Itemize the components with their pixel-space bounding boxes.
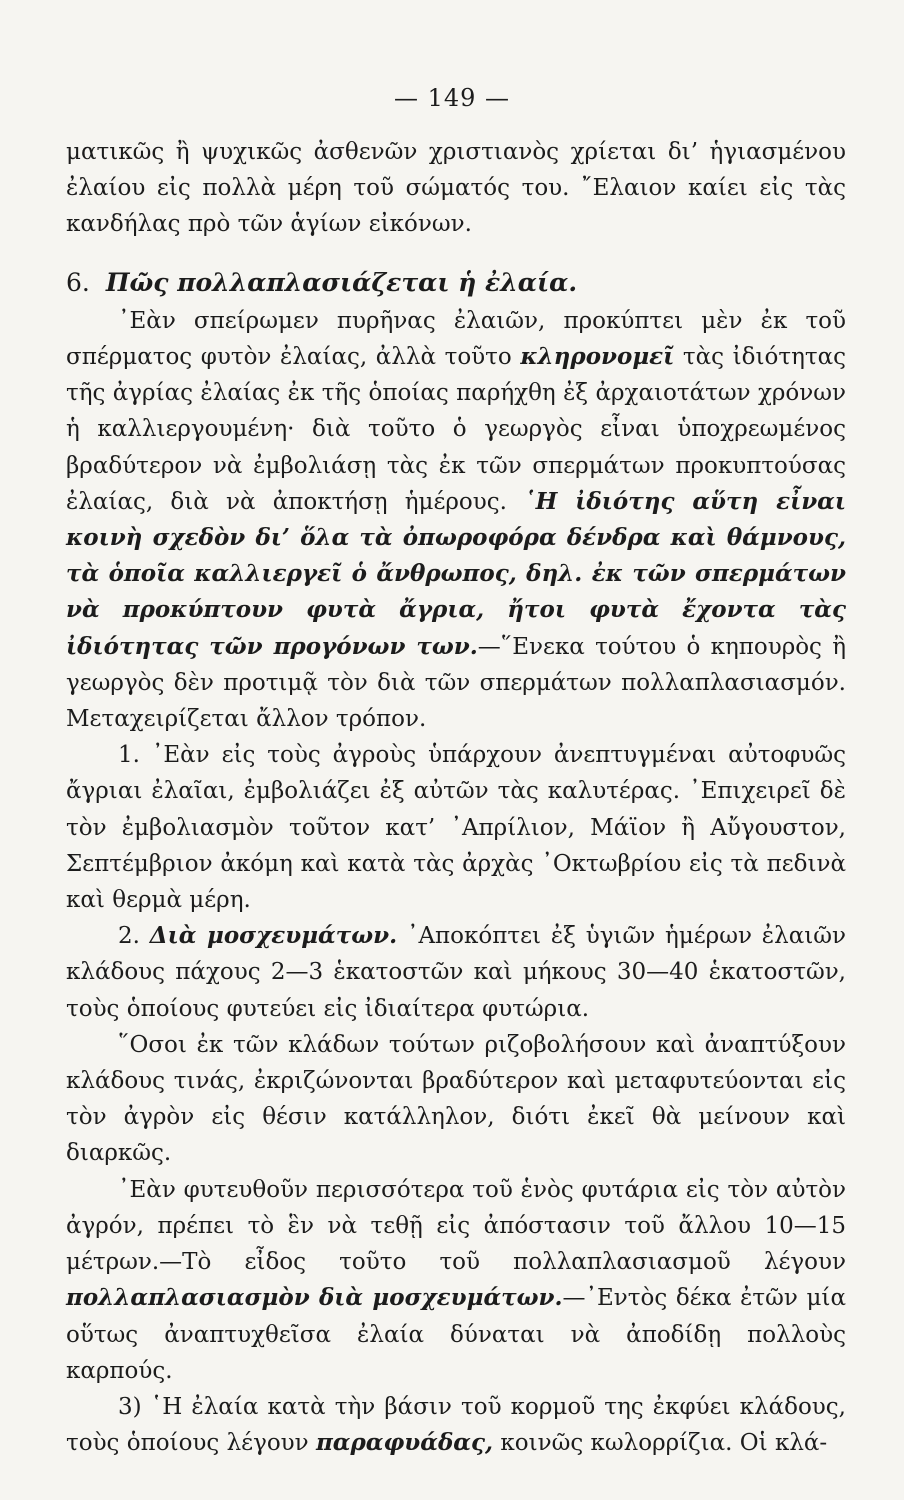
section-heading [66, 265, 846, 301]
text-run: ᾿Εὰν σπείρωμεν πυρῆνας ἐλαιῶν, προκύπτει μὲν ἐκ τοῦ σπέρματος φυτὸν ἐλαίας, ἀλλὰ τοῦτο [66, 307, 846, 371]
list-item-grafting: 1. ᾿Εὰν εἰς τοὺς ἀγροὺς ὑπάρχουν ἀνεπτυγμέναι αὐτοφυῶς ἄγριαι ἐλαῖαι, ἐμβολιάζει ἐξ αὐτῶν τὰς καλυτέρας. ᾿Επιχειρεῖ δὲ τὸν ἐμβολιασμὸν τοῦτον κατ’ ᾿Απρίλιον, Μάϊον ἢ Αὔγουστον, Σεπτέμβριον ἀκόμη καὶ κατὰ τὰς ἀρχὰς ᾿Οκτωβρίου εἰς τὰ πεδινὰ καὶ θερμὰ μέρη. [66, 742, 846, 914]
paragraph-seed-propagation [66, 303, 846, 737]
page-number: — 149 — [393, 84, 511, 112]
section-number: 6. [66, 267, 90, 297]
text-run: —῞Ενεκα τούτου ὁ κηπουρὸς ἢ γεωργὸς δὲν προτιμᾷ τὸν διὰ τῶν σπερμάτων πολλαπλασιασμόν. Μεταχειρίζεται ἄλλον τρόπον. [66, 633, 846, 733]
text-run: ᾿Εὰν φυτευθοῦν περισσότερα τοῦ ἑνὸς φυτάρια εἰς τὸν αὐτὸν ἀγρόν, πρέπει τὸ ἓν νὰ τεθῇ εἰς ἀπόστασιν τοῦ ἄλλου 10—15 μέτρων.—Τὸ εἶδος τοῦτο τοῦ πολλαπλασιασμοῦ λέγουν [66, 1176, 846, 1276]
text-run: τὰς ἰδιότητας τῆς ἀγρίας ἐλαίας ἐκ τῆς ὁποίας παρήχθη ἐξ ἀρχαιοτάτων χρόνων ἡ καλλιεργουμένη· διὰ τοῦτο ὁ γεωργὸς εἶναι ὑποχρεωμένος βραδύτερον νὰ ἐμβολιάσῃ τὰς ἐκ τῶν σπερμάτων προκυπτούσας ἐλαίας, διὰ νὰ ἀποκτήσῃ ἡμέρους. [66, 344, 846, 515]
text-run: 3) ῾Η ἐλαία κατὰ τὴν βάσιν τοῦ κορμοῦ της ἐκφύει κλάδους, τοὺς ὁποίους λέγουν [66, 1393, 846, 1457]
list-item-cuttings [66, 918, 846, 1027]
text-run: ᾿Αποκόπτει ἐξ ὑγιῶν ἡμέρων ἐλαιῶν κλάδους πάχους 2—3 ἑκατοστῶν καὶ μήκους 30—40 ἑκατοστῶν, τοὺς ὁποίους φυτεύει εἰς ἰδιαίτερα φυτώρια. [66, 923, 846, 1022]
emphasis-suckers: παραφυάδας, [315, 1429, 494, 1457]
text-run: 2. [118, 923, 150, 950]
paragraph-rooting: ῞Οσοι ἐκ τῶν κλάδων τούτων ριζοβολήσουν καὶ ἀναπτύξουν κλάδους τινάς, ἐκριζώνονται βραδύτερον καὶ μεταφυτεύονται εἰς τὸν ἀγρὸν εἰς θέσιν κατάλληλον, διότι ἐκεῖ θὰ μείνουν καὶ διαρκῶς. [66, 1031, 846, 1167]
emphasis-propagation-by-cuttings: πολλαπλασιασμὸν διὰ μοσχευμάτων. [66, 1284, 563, 1312]
section-title: Πῶς πολλαπλασιάζεται ἡ ἐλαία. [105, 267, 578, 297]
list-item-suckers [66, 1389, 846, 1461]
text-run: κοινῶς κωλορρίζια. Οἱ κλά- [493, 1430, 828, 1457]
emphasis-property: ῾Η ἰδιότης αὕτη εἶναι κοινὴ σχεδὸν δι’ ὅλα τὰ ὀπωροφόρα δένδρα καὶ θάμνους, τὰ ὁποῖα καλλιεργεῖ ὁ ἄνθρωπος, δηλ. ἐκ τῶν σπερμάτων νὰ προκύπτουν φυτὰ ἄγρια, ἤτοι φυτὰ ἔχοντα τὰς ἰδιότητας τῶν προγόνων των. [66, 487, 846, 660]
emphasis-inherits: κληρονομεῖ [520, 343, 675, 371]
intro-paragraph: ματικῶς ἢ ψυχικῶς ἀσθενῶν χριστιανὸς χρίεται δι’ ἡγιασμένου ἐλαίου εἰς πολλὰ μέρη τοῦ σώματός του. ῎Ελαιον καίει εἰς τὰς κανδήλας πρὸ τῶν ἁγίων εἰκόνων. [66, 139, 846, 238]
body-text [66, 134, 846, 1461]
emphasis-cuttings: Διὰ μοσχευμάτων. [149, 922, 398, 950]
paragraph-spacing [66, 1172, 846, 1389]
text-run: —᾿Εντὸς δέκα ἐτῶν μία οὕτως ἀναπτυχθεῖσα ἐλαία δύναται νὰ ἀποδίδῃ πολλοὺς καρπούς. [66, 1285, 846, 1384]
